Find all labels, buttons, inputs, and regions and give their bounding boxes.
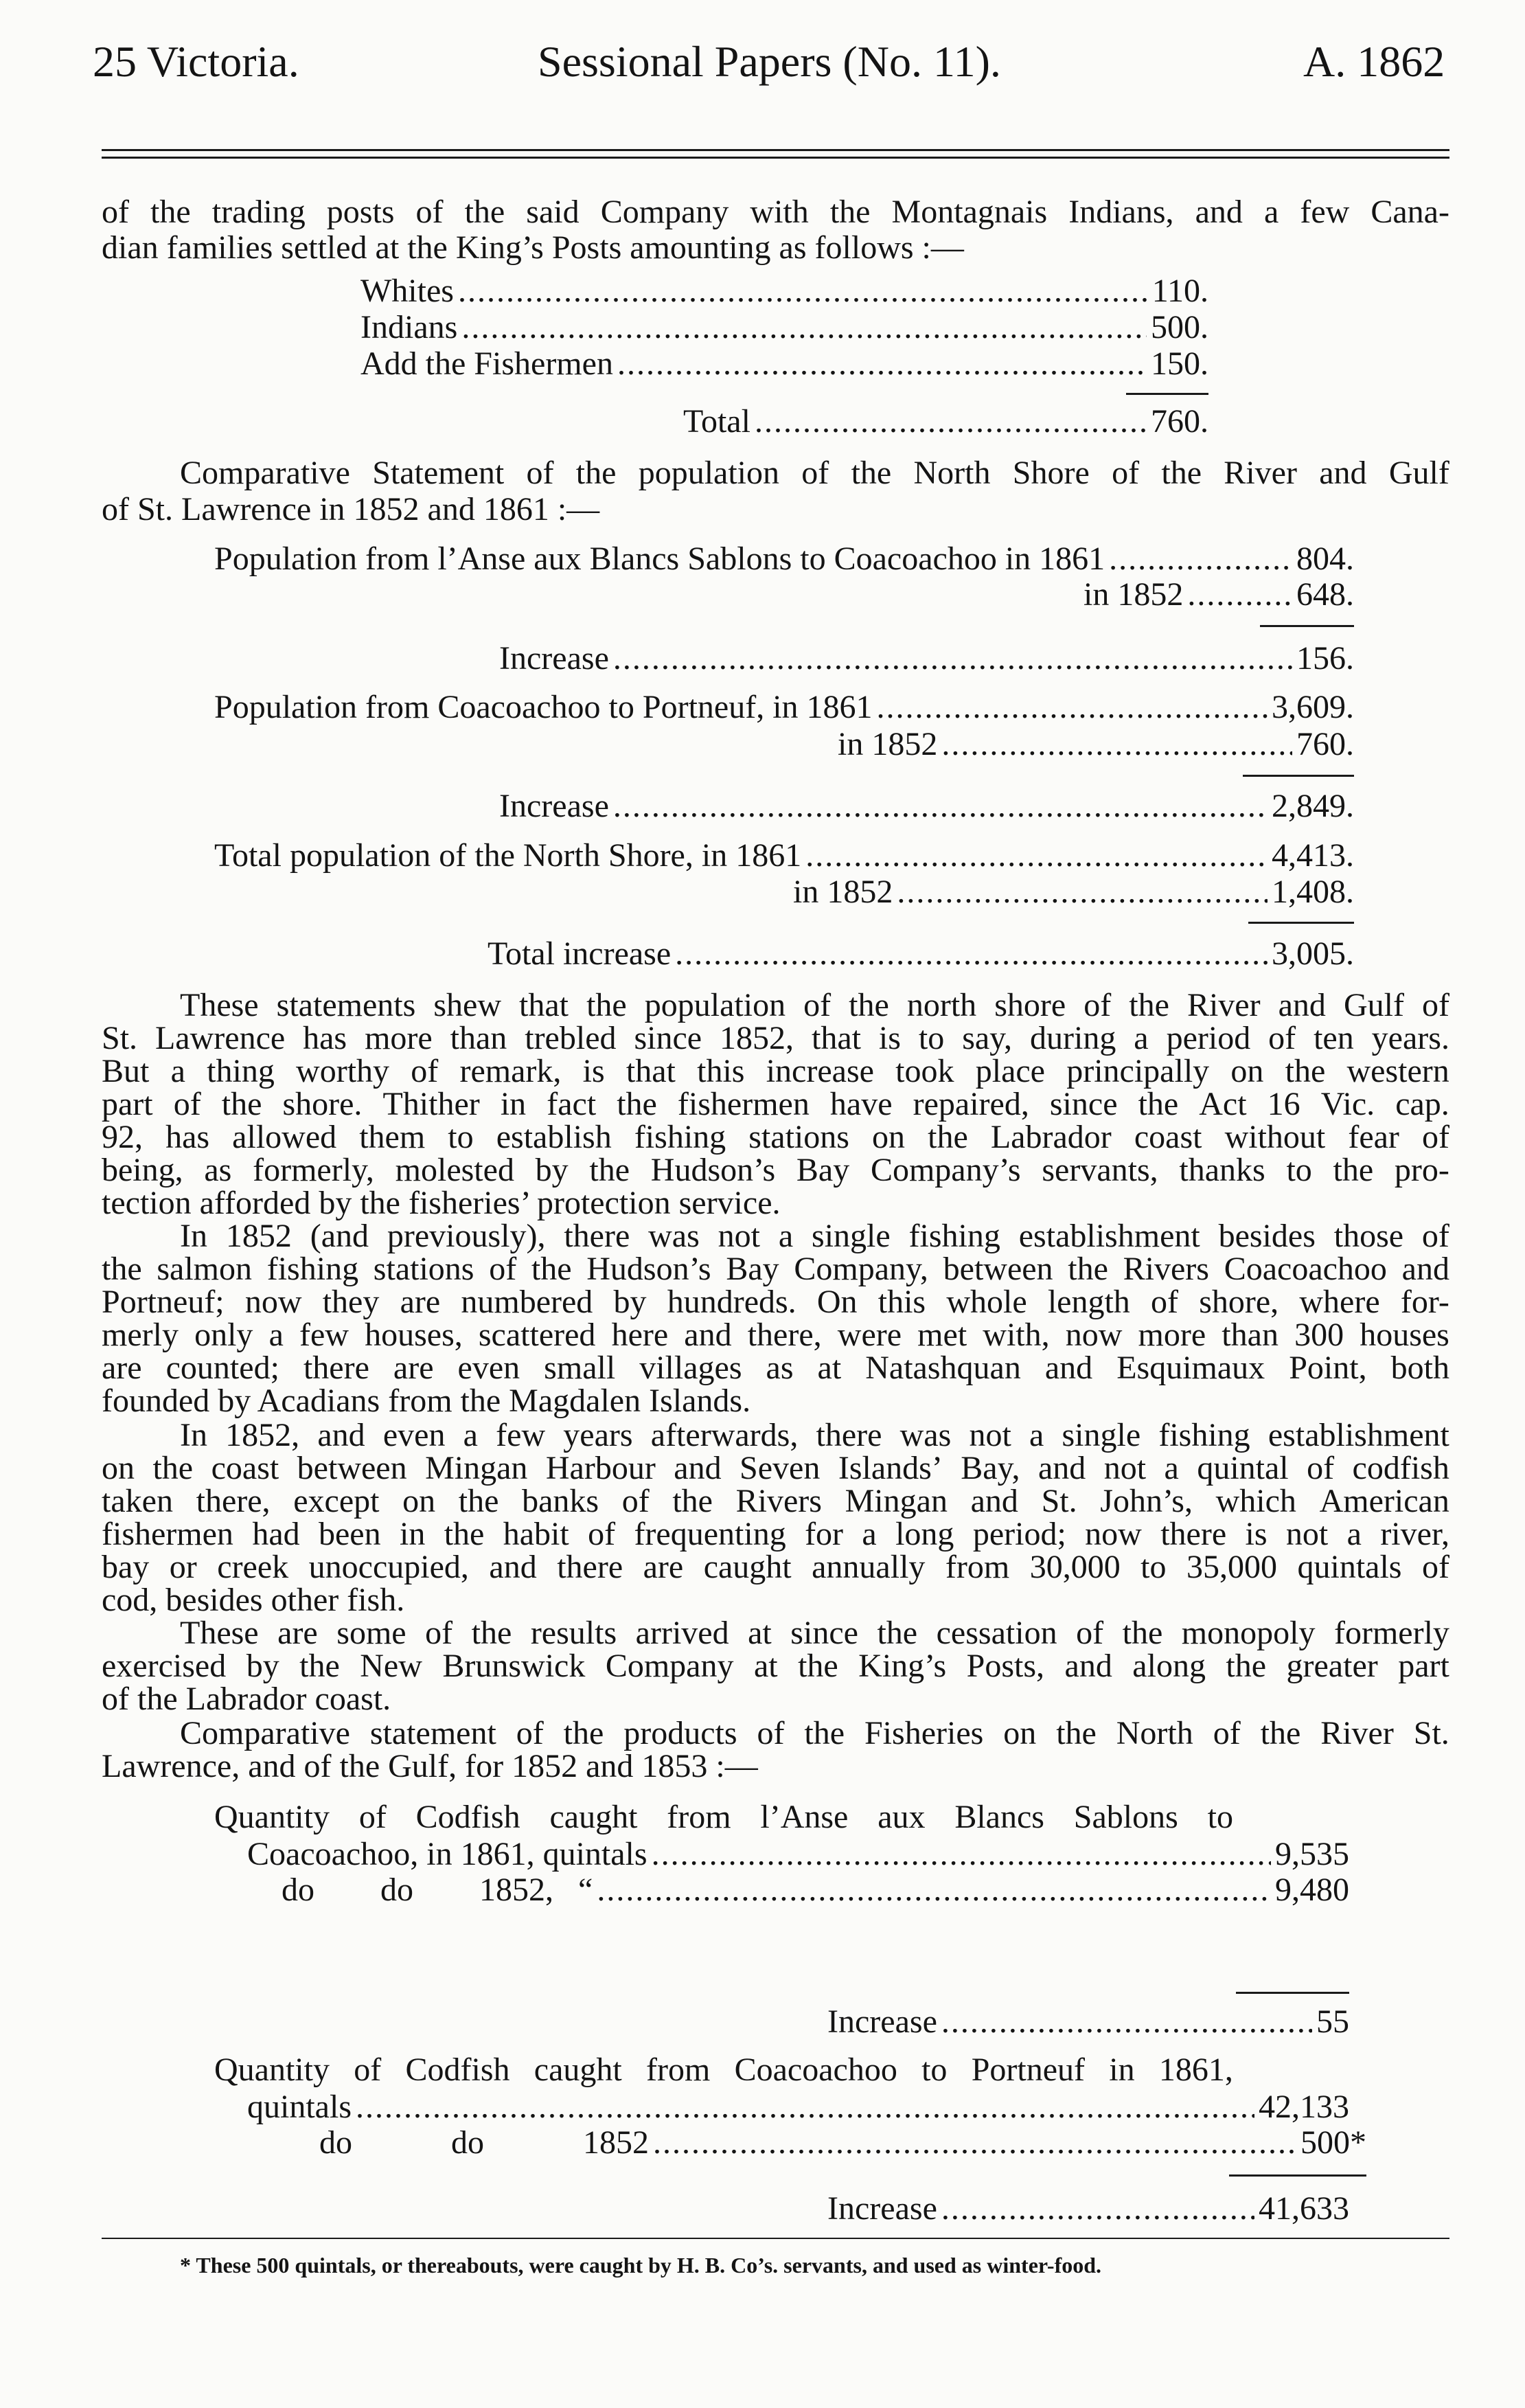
comparative1-line-1: Comparative Statement of the population of the North Shore of the River and Gulf xyxy=(180,455,1449,491)
footnote-rule xyxy=(102,2238,1449,2239)
row-label: in 1852 xyxy=(793,874,893,910)
para4-line: exercised by the New Brunswick Company at the King’s Posts, and along the greater part xyxy=(102,1648,1449,1684)
row-value: 2,849. xyxy=(1272,788,1354,824)
table3-row3-line1: Quantity of Codfish caught from Coacoachoo to Portneuf in 1861, xyxy=(214,2052,1233,2088)
row-value: 41,633 xyxy=(1259,2190,1349,2227)
leader-dots xyxy=(941,2006,1312,2038)
row-value: 55 xyxy=(1316,2003,1349,2040)
header-center: Sessional Papers (No. 11). xyxy=(538,37,1001,86)
row-label: Increase xyxy=(827,2003,937,2040)
row-label: do do 1852, “ xyxy=(282,1872,593,1908)
row-value: 9,535 xyxy=(1275,1836,1349,1872)
row-label: do do 1852 xyxy=(319,2124,649,2161)
para1-line: part of the shore. Thither in fact the fishermen have repaired, since the Act 16 Vic. cap. xyxy=(102,1086,1449,1122)
para3-line: taken there, except on the banks of the Rivers Mingan and St. John’s, which American xyxy=(102,1483,1449,1519)
row-value: 500* xyxy=(1300,2124,1366,2161)
para2-line: the salmon fishing stations of the Hudson’s Bay Company, between the Rivers Coacoachoo and xyxy=(102,1251,1449,1287)
header-left: 25 Victoria. xyxy=(93,37,299,86)
para3-line: bay or creek unoccupied, and there are caught annually from 30,000 to 35,000 quintals of xyxy=(102,1549,1449,1585)
leader-dots xyxy=(1187,578,1292,611)
intro-line-2: dian families settled at the King’s Posts amounting as follows :— xyxy=(102,229,964,266)
leader-dots xyxy=(597,1874,1271,1907)
leader-dots xyxy=(617,348,1147,380)
para4-line: These are some of the results arrived at since the cessation of the monopoly formerly xyxy=(180,1615,1449,1651)
table1-row-fishermen xyxy=(360,345,1208,382)
row-label: Population from Coacoachoo to Portneuf, in 1861 xyxy=(214,689,873,725)
table2-increase-b xyxy=(499,790,1354,823)
row-value: 3,005. xyxy=(1272,935,1354,972)
row-value: 156. xyxy=(1296,640,1354,677)
leader-dots xyxy=(805,839,1268,872)
row-value: 4,413. xyxy=(1272,837,1354,874)
para1-line: St. Lawrence has more than trebled since 1852, that is to say, during a period of ten years. xyxy=(102,1020,1449,1056)
para3-line: In 1852, and even a few years afterwards, there was not a single fishing establishment xyxy=(180,1417,1449,1453)
row-label: Add the Fishermen xyxy=(360,345,613,382)
row-value: 648. xyxy=(1296,576,1354,613)
leader-dots xyxy=(461,311,1147,344)
leader-dots xyxy=(458,275,1148,308)
table2-total-1861 xyxy=(214,839,1354,872)
row-label: Total population of the North Shore, in 1861 xyxy=(214,837,802,874)
para4-line: of the Labrador coast. xyxy=(102,1681,391,1717)
leader-dots xyxy=(652,1838,1271,1871)
row-value: 150. xyxy=(1151,345,1208,382)
comparative1-line-2: of St. Lawrence in 1852 and 1861 :— xyxy=(102,491,600,527)
leader-dots xyxy=(613,642,1292,675)
table3-row4 xyxy=(319,2126,1366,2159)
leader-dots xyxy=(877,691,1268,724)
table2-row-1852-b xyxy=(838,728,1354,761)
para3-line: on the coast between Mingan Harbour and Seven Islands’ Bay, and not a quintal of codfish xyxy=(102,1450,1449,1486)
row-value: 500. xyxy=(1151,309,1208,345)
sum-rule xyxy=(1248,922,1354,924)
row-label: Increase xyxy=(499,788,609,824)
para1-line: being, as formerly, molested by the Hudson’s Bay Company’s servants, thanks to the pro- xyxy=(102,1152,1449,1188)
comparative2-line-1: Comparative statement of the products of the Fisheries on the North of the River St. xyxy=(180,1715,1449,1751)
comparative2-line-2: Lawrence, and of the Gulf, for 1852 and 1853 :— xyxy=(102,1748,758,1784)
table3-increase-a xyxy=(827,2003,1349,2040)
sum-rule xyxy=(1236,1992,1349,1994)
para2-line: are counted; there are even small villages as at Natashquan and Esquimaux Point, both xyxy=(102,1350,1449,1386)
row-value: 42,133 xyxy=(1259,2089,1349,2125)
table2-row-1852-a xyxy=(1083,578,1354,611)
para1-line: But a thing worthy of remark, is that this increase took place principally on the western xyxy=(102,1053,1449,1089)
para1-line: 92, has allowed them to establish fishing stations on the Labrador coast without fear of xyxy=(102,1119,1449,1155)
row-label: in 1852 xyxy=(838,726,938,762)
table3-row3-line2 xyxy=(247,2091,1349,2124)
row-value: 760. xyxy=(1151,403,1208,440)
row-label: Coacoachoo, in 1861, quintals xyxy=(247,1836,647,1872)
para2-line: Portneuf; now they are numbered by hundreds. On this whole length of shore, where for- xyxy=(102,1284,1449,1320)
table2-total-increase xyxy=(488,935,1354,972)
table3-row1-line1: Quantity of Codfish caught from l’Anse aux Blancs Sablons to xyxy=(214,1799,1233,1835)
leader-dots xyxy=(675,938,1268,970)
table1-row-indians xyxy=(360,311,1208,344)
table3-row2 xyxy=(282,1874,1349,1907)
row-label: Total increase xyxy=(488,935,672,972)
row-label: Increase xyxy=(827,2190,937,2227)
sum-rule xyxy=(1126,393,1208,395)
header-rule-bottom xyxy=(102,157,1449,159)
row-label: Whites xyxy=(360,273,454,309)
table2-row-1861-a xyxy=(214,543,1354,576)
leader-dots xyxy=(1109,543,1292,576)
row-value: 1,408. xyxy=(1272,874,1354,910)
table1-row-whites xyxy=(360,275,1208,308)
leader-dots xyxy=(941,728,1292,761)
para1-line: These statements shew that the population of the north shore of the River and Gulf of xyxy=(180,987,1449,1023)
table2-increase-a xyxy=(499,642,1354,675)
sum-rule xyxy=(1229,2174,1366,2177)
row-label: Population from l’Anse aux Blancs Sablons to Coacoachoo in 1861 xyxy=(214,541,1105,577)
leader-dots xyxy=(755,405,1147,438)
row-label: quintals xyxy=(247,2089,352,2125)
intro-line-1: of the trading posts of the said Company with the Montagnais Indians, and a few Cana- xyxy=(102,194,1449,230)
leader-dots xyxy=(613,790,1268,823)
table2-row-1861-b xyxy=(214,691,1354,724)
table3-row1-line2 xyxy=(247,1838,1349,1871)
para3-line: cod, besides other fish. xyxy=(102,1582,405,1618)
sum-rule xyxy=(1243,775,1354,777)
leader-dots xyxy=(897,876,1268,909)
row-label: Increase xyxy=(499,640,609,677)
row-value: 3,609. xyxy=(1272,689,1354,725)
para3-line: fishermen had been in the habit of frequenting for a long period; now there is not a river, xyxy=(102,1516,1449,1552)
header-right: A. 1862 xyxy=(1303,37,1445,86)
footnote: * These 500 quintals, or thereabouts, were caught by H. B. Co’s. servants, and used as winter-food. xyxy=(180,2253,1102,2278)
header-rule-top xyxy=(102,149,1449,151)
row-label: Total xyxy=(683,403,750,440)
para2-line: founded by Acadians from the Magdalen Islands. xyxy=(102,1383,751,1419)
row-value: 804. xyxy=(1296,541,1354,577)
para2-line: merly only a few houses, scattered here and there, were met with, now more than 300 houses xyxy=(102,1317,1449,1353)
leader-dots xyxy=(356,2091,1254,2124)
row-label: Indians xyxy=(360,309,458,345)
row-value: 9,480 xyxy=(1275,1872,1349,1908)
table3-increase-b xyxy=(827,2192,1349,2225)
leader-dots xyxy=(653,2126,1296,2159)
row-label: in 1852 xyxy=(1083,576,1184,613)
para2-line: In 1852 (and previously), there was not a single fishing establishment besides those of xyxy=(180,1218,1449,1254)
row-value: 760. xyxy=(1296,726,1354,762)
sum-rule xyxy=(1260,625,1354,627)
row-value: 110. xyxy=(1151,273,1208,309)
para1-line: tection afforded by the fisheries’ protection service. xyxy=(102,1185,781,1221)
leader-dots xyxy=(941,2192,1254,2225)
table1-total xyxy=(683,405,1208,438)
table2-total-1852 xyxy=(793,876,1354,909)
